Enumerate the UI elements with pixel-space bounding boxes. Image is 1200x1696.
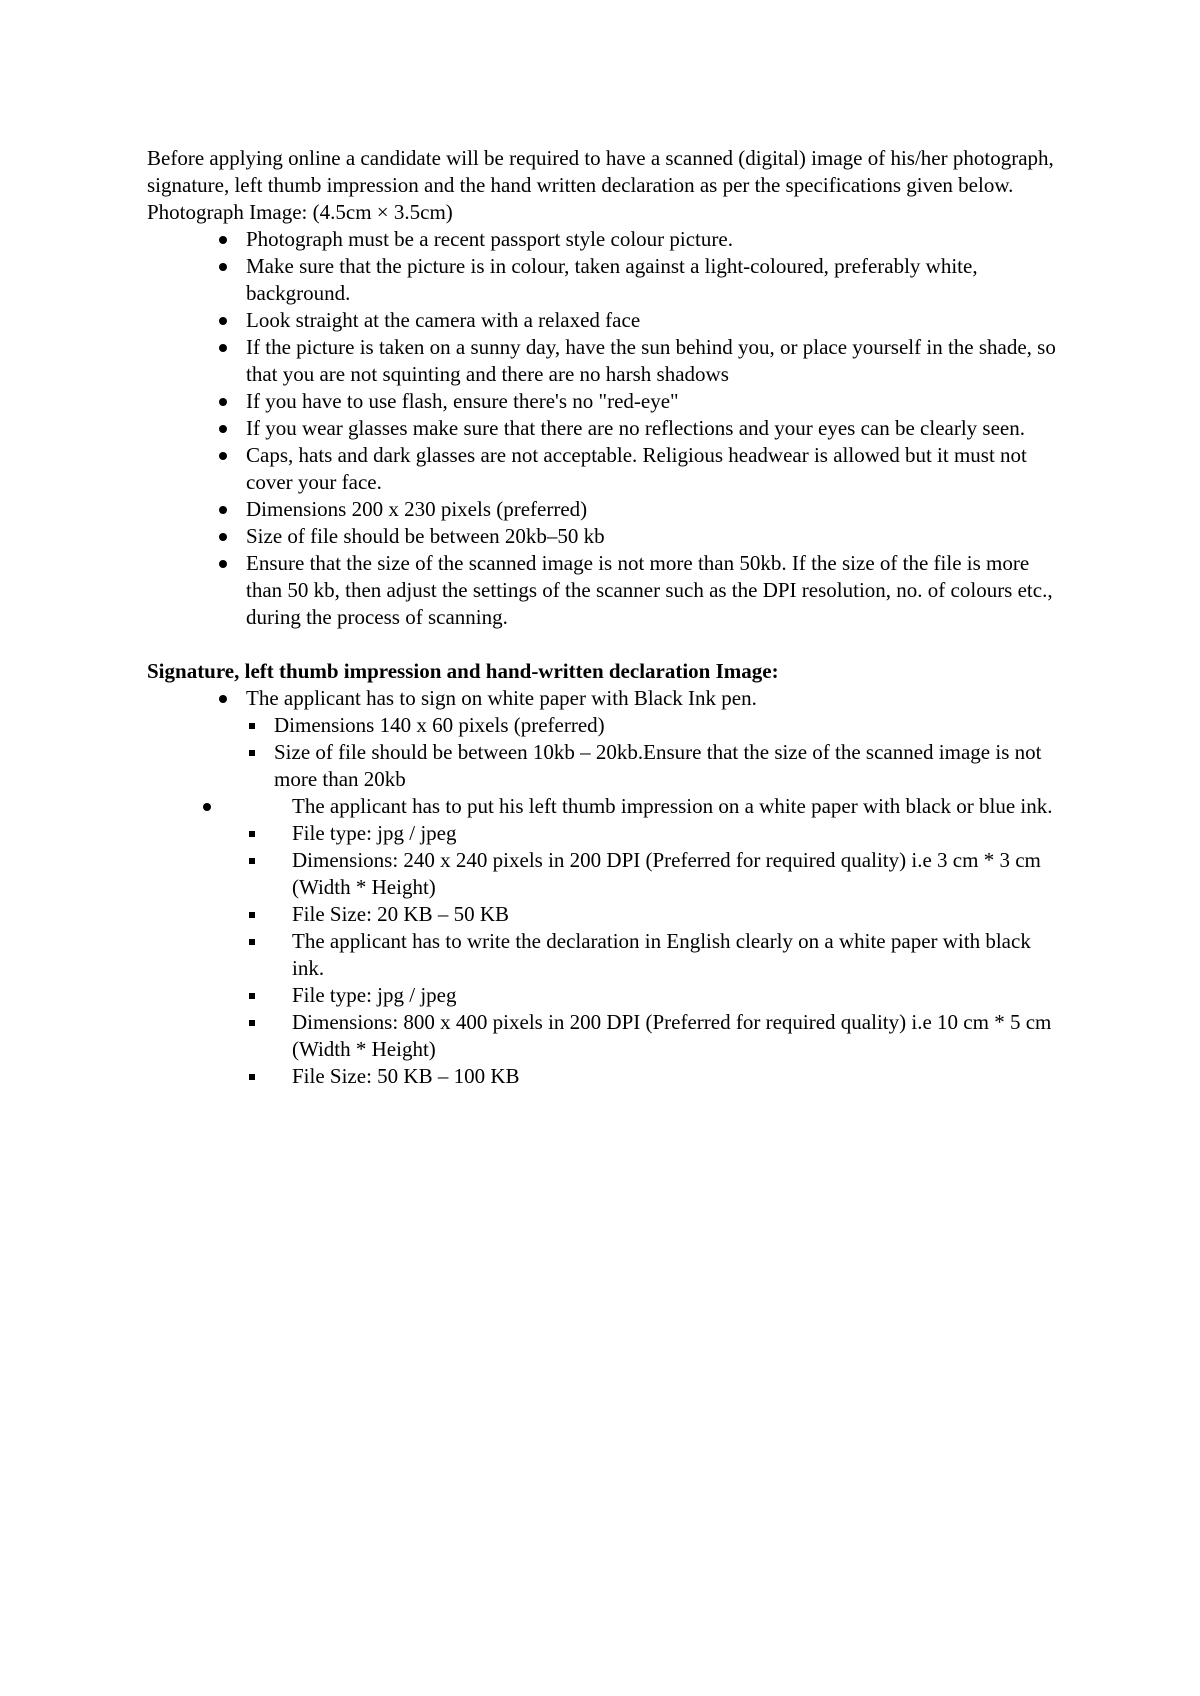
thumb-sub-container (147, 820, 1067, 1090)
document-page (147, 145, 1067, 1090)
list-item: Caps, hats and dark glasses are not acceptable. Religious headwear is allowed but it must not cover your face. (147, 442, 1067, 496)
list-item: File Size: 20 KB – 50 KB (147, 901, 1067, 928)
thumb-sub-list (147, 820, 1067, 1090)
list-item: The applicant has to write the declaration in English clearly on a white paper with black ink. (147, 928, 1067, 982)
list-item: File type: jpg / jpeg (147, 820, 1067, 847)
list-item: Ensure that the size of the scanned image is not more than 50kb. If the size of the file is more than 50 kb, then adjust the settings of the scanner such as the DPI resolution, no. of colours etc., during the process of scanning. (147, 550, 1067, 631)
list-item: File type: jpg / jpeg (147, 982, 1067, 1009)
thumb-requirements-list (147, 793, 1067, 820)
list-item: Photograph must be a recent passport style colour picture. (147, 226, 1067, 253)
list-item: If you wear glasses make sure that there are no reflections and your eyes can be clearly seen. (147, 415, 1067, 442)
list-item: Dimensions 140 x 60 pixels (preferred) (147, 712, 1067, 739)
signature-main-item: The applicant has to sign on white paper with Black Ink pen. (147, 685, 1067, 712)
thumb-sub-list-wrapper (147, 820, 1067, 1090)
photo-requirements-list (147, 226, 1067, 631)
signature-sub-list (147, 712, 1067, 793)
intro-paragraph: Before applying online a candidate will be required to have a scanned (digital) image of his/her photograph, signature, left thumb impression and the hand written declaration as per the specifications given below. (147, 146, 1054, 197)
list-item: File Size: 50 KB – 100 KB (147, 1063, 1067, 1090)
list-item: Dimensions 200 x 230 pixels (preferred) (147, 496, 1067, 523)
list-item: Look straight at the camera with a relaxed face (147, 307, 1067, 334)
photo-heading: Photograph Image: (4.5cm × 3.5cm) (147, 200, 453, 224)
signature-requirements-list (147, 685, 1067, 712)
list-item: Dimensions: 240 x 240 pixels in 200 DPI (Preferred for required quality) i.e 3 cm * 3 cm (Width * Height) (147, 847, 1067, 901)
list-item: Size of file should be between 20kb–50 kb (147, 523, 1067, 550)
list-item: Dimensions: 800 x 400 pixels in 200 DPI (Preferred for required quality) i.e 10 cm * 5 cm (Width * Height) (147, 1009, 1067, 1063)
signature-heading: Signature, left thumb impression and hand-written declaration Image: (147, 659, 779, 683)
list-item: If you have to use flash, ensure there's no "red-eye" (147, 388, 1067, 415)
list-item: If the picture is taken on a sunny day, have the sun behind you, or place yourself in the shade, so that you are not squinting and there are no harsh shadows (147, 334, 1067, 388)
list-item: Size of file should be between 10kb – 20kb.Ensure that the size of the scanned image is not more than 20kb (147, 739, 1067, 793)
thumb-main-item: The applicant has to put his left thumb impression on a white paper with black or blue ink. (147, 793, 1067, 820)
list-item: Make sure that the picture is in colour, taken against a light-coloured, preferably white, background. (147, 253, 1067, 307)
